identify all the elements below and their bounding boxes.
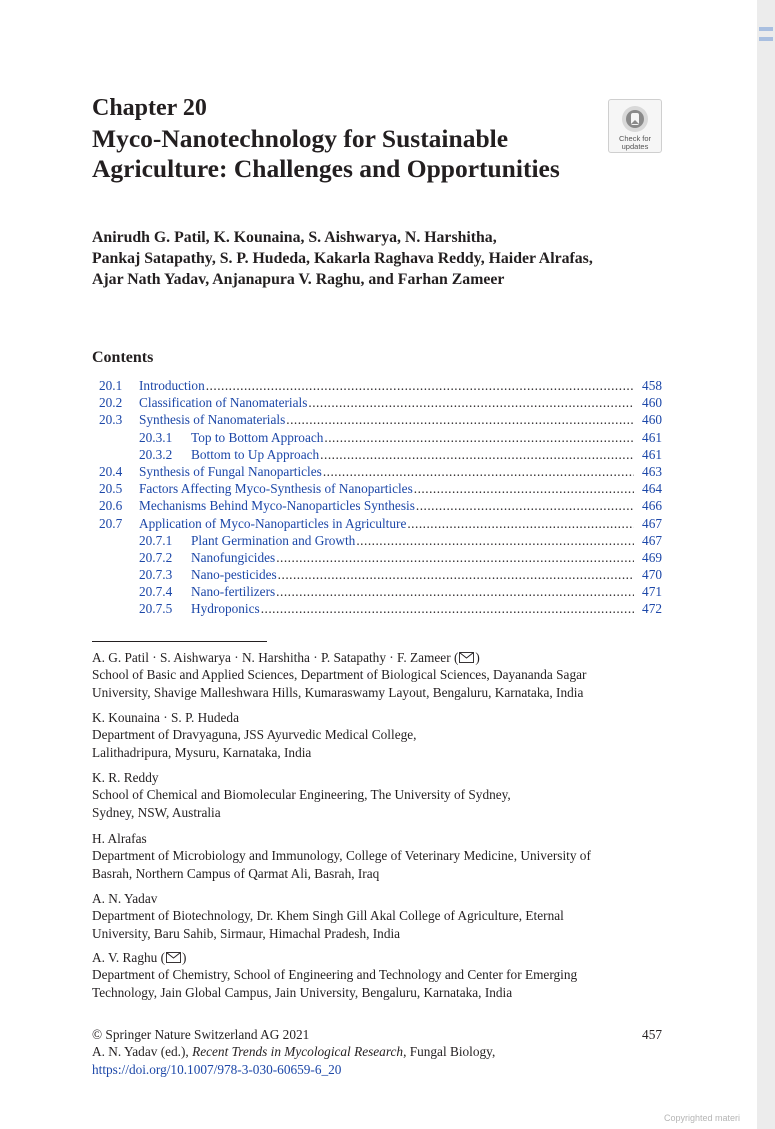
affiliation-names: A. V. Raghu ( <box>92 950 166 965</box>
envelope-icon[interactable] <box>459 652 474 663</box>
dot-leader <box>286 411 634 428</box>
toc-number: 20.3 <box>99 412 123 428</box>
dot-leader <box>356 532 634 549</box>
toc-title-link[interactable]: Synthesis of Fungal Nanoparticles <box>139 463 322 479</box>
toc-number: 20.4 <box>99 463 123 479</box>
toc-number: 20.7.1 <box>139 532 173 548</box>
affiliation-block <box>92 890 662 942</box>
affiliation-names: A. G. Patil · S. Aishwarya · N. Harshitha · P. Satapathy · F. Zameer ( <box>92 650 459 665</box>
affiliation-line: Department of Microbiology and Immunology, College of Veterinary Medicine, University of <box>92 848 591 864</box>
toc-title-link[interactable]: Nanofungicides <box>191 549 276 565</box>
viewer-scrollbar[interactable] <box>757 0 775 1129</box>
author-line: Ajar Nath Yadav, Anjanapura V. Raghu, and Farhan Zameer <box>92 271 505 288</box>
toc-page-number[interactable]: 467 <box>642 532 662 548</box>
toc-page-number[interactable]: 467 <box>642 515 662 531</box>
toc-page-number[interactable]: 471 <box>642 584 662 600</box>
toc-number: 20.5 <box>99 481 123 497</box>
book-citation <box>92 1043 662 1060</box>
toc-title-link[interactable]: Nano-fertilizers <box>191 584 276 600</box>
chapter-number: Chapter 20 <box>92 95 207 121</box>
toc-entry[interactable] <box>99 463 662 480</box>
toc-title-link[interactable]: Synthesis of Nanomaterials <box>139 412 286 428</box>
affiliation-block <box>92 709 662 761</box>
toc-number: 20.3.1 <box>139 429 173 445</box>
toc-page-number[interactable]: 463 <box>642 463 662 479</box>
check-updates-line2: updates <box>621 142 649 151</box>
toc-subentry[interactable] <box>99 600 662 617</box>
table-of-contents <box>99 377 662 618</box>
toc-entry[interactable] <box>99 394 662 411</box>
affiliation-line: Technology, Jain Global Campus, Jain University, Bengaluru, Karnataka, India <box>92 984 513 1000</box>
affiliation-line: Department of Chemistry, School of Engineering and Technology and Center for Emerging <box>92 967 578 983</box>
toc-title-link[interactable]: Introduction <box>139 378 205 393</box>
toc-entry[interactable] <box>99 377 662 394</box>
check-for-updates-badge[interactable] <box>608 99 662 153</box>
affiliation-line: School of Basic and Applied Sciences, Department of Biological Sciences, Dayananda Sagar <box>92 667 587 683</box>
toc-title-link[interactable]: Bottom to Up Approach <box>191 446 320 462</box>
page-number: 457 <box>642 1027 662 1042</box>
toc-number: 20.1 <box>99 378 123 393</box>
dot-leader <box>276 583 634 600</box>
toc-title-link[interactable]: Top to Bottom Approach <box>191 429 324 445</box>
affiliation-names: K. R. Reddy <box>92 770 159 785</box>
citation-book-title: Recent Trends in Mycological Research <box>192 1044 404 1060</box>
toc-subentry[interactable] <box>99 566 662 583</box>
dot-leader <box>320 446 634 463</box>
toc-page-number[interactable]: 458 <box>642 378 662 393</box>
toc-title-link[interactable]: Nano-pesticides <box>191 567 277 583</box>
affiliation-line: School of Chemical and Biomolecular Engineering, The University of Sydney, <box>92 787 511 803</box>
toc-page-number[interactable]: 461 <box>642 446 662 462</box>
affiliation-names-close: ) <box>182 950 187 965</box>
toc-entry[interactable] <box>99 480 662 497</box>
envelope-icon[interactable] <box>166 952 181 963</box>
toc-page-number[interactable]: 460 <box>642 395 662 411</box>
affiliation-line: University, Shavige Malleshwara Hills, Kumaraswamy Layout, Bengaluru, Karnataka, India <box>92 684 584 700</box>
toc-page-number[interactable]: 460 <box>642 412 662 428</box>
dot-leader <box>324 429 634 446</box>
toc-entry[interactable] <box>99 497 662 514</box>
page-footer <box>92 1026 662 1078</box>
affiliation-line: Department of Biotechnology, Dr. Khem Singh Gill Akal College of Agriculture, Eternal <box>92 908 564 924</box>
dot-leader <box>206 377 634 394</box>
affiliation-names: H. Alrafas <box>92 831 147 846</box>
affiliation-block <box>92 769 662 821</box>
citation-editor: A. N. Yadav (ed.), <box>92 1044 193 1060</box>
toc-page-number[interactable]: 472 <box>642 601 662 617</box>
affiliation-block <box>92 830 662 882</box>
toc-page-number[interactable]: 466 <box>642 498 662 514</box>
affiliation-line: Lalithadripura, Mysuru, Karnataka, India <box>92 744 312 760</box>
footnote-separator <box>92 641 267 642</box>
check-updates-line1: Check for <box>618 134 652 143</box>
affiliation-names: K. Kounaina · S. P. Hudeda <box>92 710 239 725</box>
chapter-title: Myco-Nanotechnology for Sustainable Agriculture: Challenges and Opportunities <box>92 124 560 183</box>
author-line: Pankaj Satapathy, S. P. Hudeda, Kakarla Raghava Reddy, Haider Alrafas, <box>92 250 593 267</box>
toc-page-number[interactable]: 470 <box>642 567 662 583</box>
toc-number: 20.7.2 <box>139 549 173 565</box>
dot-leader <box>278 566 634 583</box>
toc-number: 20.7.5 <box>139 601 173 617</box>
contents-heading: Contents <box>92 349 154 366</box>
toc-title-link[interactable]: Plant Germination and Growth <box>191 532 356 548</box>
scroll-handle-line[interactable] <box>759 37 773 41</box>
toc-entry[interactable] <box>99 411 662 428</box>
dot-leader <box>323 463 634 480</box>
dot-leader <box>261 600 634 617</box>
toc-page-number[interactable]: 469 <box>642 549 662 565</box>
citation-series: , Fungal Biology, <box>403 1044 496 1060</box>
author-line: Anirudh G. Patil, K. Kounaina, S. Aishwarya, N. Harshitha, <box>92 229 497 246</box>
dot-leader <box>276 549 634 566</box>
toc-title-link[interactable]: Factors Affecting Myco-Synthesis of Nanoparticles <box>139 481 413 497</box>
affiliation-line: Sydney, NSW, Australia <box>92 804 221 820</box>
scroll-handle-line[interactable] <box>759 27 773 31</box>
dot-leader <box>407 515 634 532</box>
affiliation-line: Basrah, Northern Campus of Qarmat Ali, Basrah, Iraq <box>92 865 380 881</box>
toc-subentry[interactable] <box>99 583 662 600</box>
affiliation-block <box>92 649 662 701</box>
toc-page-number[interactable]: 464 <box>642 481 662 497</box>
affiliation-line: Department of Dravyaguna, JSS Ayurvedic Medical College, <box>92 727 417 743</box>
author-list <box>92 227 712 290</box>
doi-link[interactable]: https://doi.org/10.1007/978-3-030-60659-6_20 <box>92 1061 342 1077</box>
toc-number: 20.7.4 <box>139 584 173 600</box>
toc-number: 20.2 <box>99 395 123 411</box>
toc-number: 20.3.2 <box>139 446 173 462</box>
toc-number: 20.6 <box>99 498 123 514</box>
toc-subentry[interactable] <box>99 429 662 446</box>
copyright-watermark: Copyrighted materi <box>664 1113 741 1123</box>
toc-entry[interactable] <box>99 515 662 532</box>
toc-number: 20.7.3 <box>139 567 173 583</box>
toc-title-link[interactable]: Hydroponics <box>191 601 260 617</box>
toc-number: 20.7 <box>99 515 123 531</box>
toc-title-link[interactable]: Application of Myco-Nanoparticles in Agriculture <box>139 515 407 531</box>
affiliation-block <box>92 949 662 1001</box>
dot-leader <box>414 480 634 497</box>
copyright-notice: © Springer Nature Switzerland AG 2021 <box>92 1027 310 1042</box>
dot-leader <box>308 394 634 411</box>
dot-leader <box>416 497 634 514</box>
toc-subentry[interactable] <box>99 549 662 566</box>
toc-subentry[interactable] <box>99 532 662 549</box>
toc-subentry[interactable] <box>99 446 662 463</box>
affiliation-names-close: ) <box>475 650 480 665</box>
crossmark-icon <box>620 104 650 134</box>
toc-page-number[interactable]: 461 <box>642 429 662 445</box>
toc-title-link[interactable]: Mechanisms Behind Myco-Nanoparticles Synthesis <box>139 498 415 514</box>
affiliation-names: A. N. Yadav <box>92 891 158 906</box>
toc-title-link[interactable]: Classification of Nanomaterials <box>139 395 308 411</box>
affiliation-line: University, Baru Sahib, Sirmaur, Himachal Pradesh, India <box>92 925 401 941</box>
